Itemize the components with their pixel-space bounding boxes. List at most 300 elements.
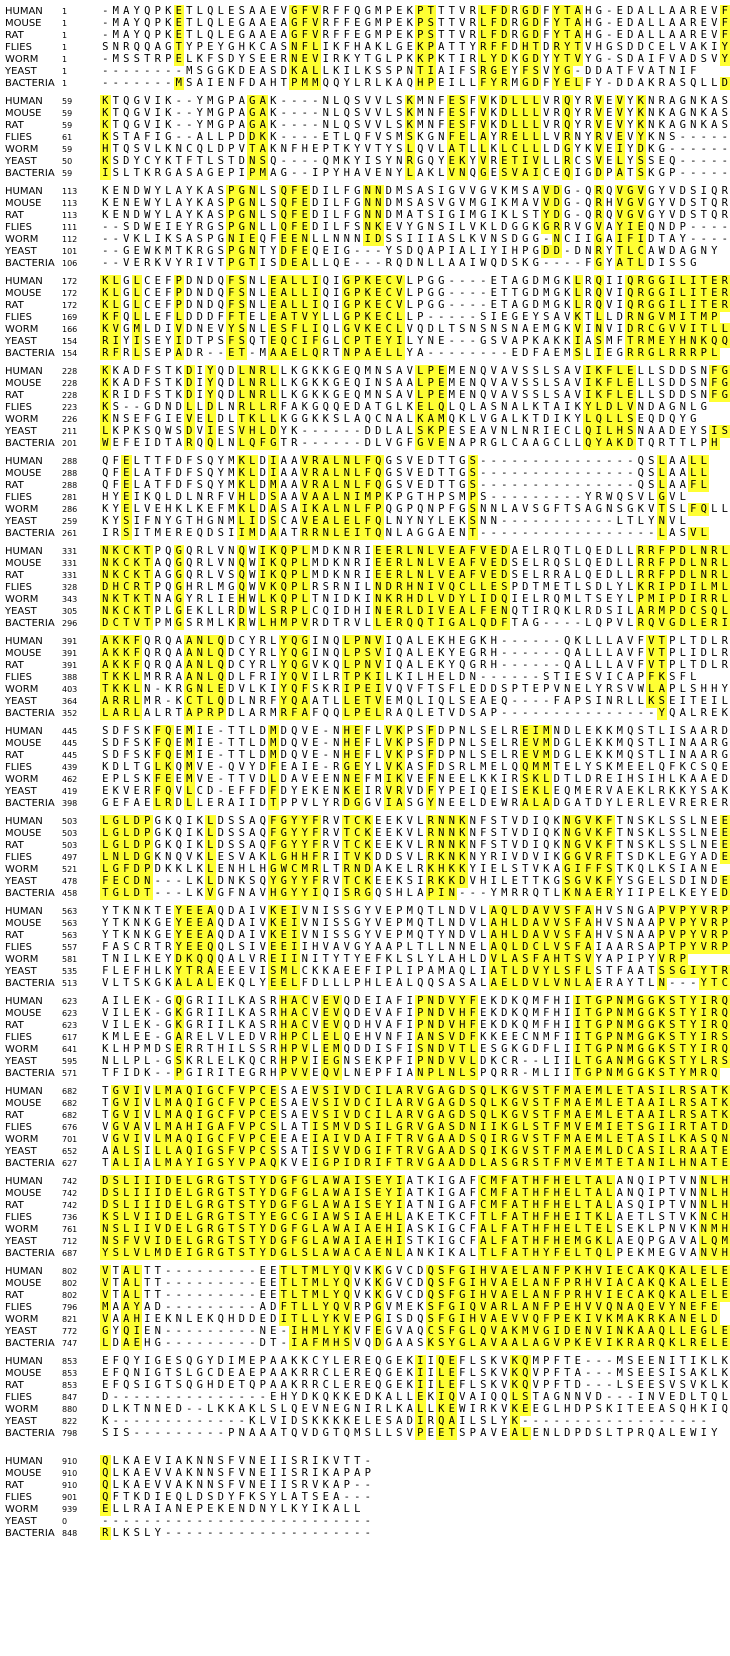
residue: T xyxy=(438,17,445,29)
residue: S xyxy=(237,287,248,300)
residue: Q xyxy=(417,503,424,515)
residue: D xyxy=(511,233,518,245)
residue: M xyxy=(417,107,424,119)
residue: Q xyxy=(165,635,172,647)
residue: S xyxy=(144,335,151,347)
residue: - xyxy=(543,695,550,707)
residue: N xyxy=(426,995,437,1008)
residue: F xyxy=(489,17,500,30)
residue: C xyxy=(543,167,550,179)
residue: V xyxy=(310,29,321,42)
residue: Y xyxy=(259,977,266,989)
residue: L xyxy=(406,863,413,875)
residue: V xyxy=(352,323,363,336)
residue: D xyxy=(259,467,266,479)
residue: - xyxy=(574,491,581,503)
residue: L xyxy=(679,659,686,671)
residue: Q xyxy=(564,785,571,797)
residue: L xyxy=(711,77,718,89)
residue: R xyxy=(709,617,720,630)
residue: G xyxy=(237,245,248,258)
start-position: 59 xyxy=(62,145,73,154)
residue: S xyxy=(396,107,403,119)
residue: R xyxy=(594,197,605,210)
residue: F xyxy=(468,545,479,558)
alignment-block xyxy=(0,815,730,901)
residue: P xyxy=(678,929,689,942)
residue: W xyxy=(249,617,256,629)
residue: R xyxy=(112,389,119,401)
residue: D xyxy=(312,197,319,209)
residue: L xyxy=(207,545,214,557)
start-position: 172 xyxy=(62,289,78,298)
residue: Q xyxy=(448,413,455,425)
residue: H xyxy=(354,41,361,53)
residue: T xyxy=(342,827,353,840)
residue: I xyxy=(583,365,594,378)
residue: K xyxy=(196,209,203,221)
residue: Q xyxy=(216,695,227,708)
residue: - xyxy=(532,647,539,659)
residue: P xyxy=(406,749,413,761)
residue: R xyxy=(184,437,195,450)
residue: E xyxy=(175,773,182,785)
residue: L xyxy=(132,275,143,288)
residue: - xyxy=(616,479,623,491)
residue: E xyxy=(270,5,277,17)
residue: G xyxy=(700,401,707,413)
alignment-block xyxy=(0,545,730,631)
residue: E xyxy=(312,749,319,761)
residue: L xyxy=(184,785,195,798)
residue: M xyxy=(228,479,235,491)
residue: S xyxy=(417,725,424,737)
residue: D xyxy=(720,77,730,90)
residue: S xyxy=(490,401,497,413)
residue: K xyxy=(289,65,300,78)
residue: F xyxy=(543,995,550,1007)
residue: L xyxy=(249,977,256,989)
residue: - xyxy=(501,659,508,671)
residue: L xyxy=(648,29,655,41)
residue: I xyxy=(531,167,542,180)
residue: E xyxy=(532,683,539,695)
residue: D xyxy=(238,155,245,167)
residue: A xyxy=(679,707,686,719)
start-position: 211 xyxy=(62,427,78,436)
residue: L xyxy=(480,941,487,953)
residue: T xyxy=(564,581,571,593)
residue: I xyxy=(564,671,571,683)
residue: N xyxy=(688,335,699,348)
residue: D xyxy=(132,839,143,852)
residue: T xyxy=(522,875,529,887)
residue: V xyxy=(238,851,245,863)
residue: N xyxy=(669,65,676,77)
residue: - xyxy=(175,887,182,899)
residue: N xyxy=(469,323,476,335)
residue: Q xyxy=(322,155,329,167)
residue: E xyxy=(427,647,434,659)
residue: - xyxy=(480,299,487,311)
residue: - xyxy=(532,455,539,467)
residue: G xyxy=(646,311,657,324)
residue: G xyxy=(385,401,392,413)
residue: K xyxy=(121,635,132,648)
residue: Q xyxy=(627,749,634,761)
residue: F xyxy=(364,725,371,737)
residue: N xyxy=(385,527,392,539)
residue: E xyxy=(709,275,720,288)
residue: L xyxy=(207,143,214,155)
residue: - xyxy=(543,527,550,539)
residue: G xyxy=(648,185,655,197)
residue: S xyxy=(342,887,353,900)
residue: S xyxy=(154,365,161,377)
residue: - xyxy=(154,77,161,89)
residue: I xyxy=(657,581,668,594)
residue: L xyxy=(574,557,581,569)
residue: F xyxy=(226,335,237,348)
residue: D xyxy=(415,605,426,618)
residue: V xyxy=(238,143,245,155)
residue: D xyxy=(228,695,235,707)
residue: K xyxy=(436,875,447,888)
residue: I xyxy=(165,221,172,233)
residue: W xyxy=(144,221,151,233)
residue: S xyxy=(511,569,518,581)
residue: K xyxy=(417,131,424,143)
residue: G xyxy=(469,659,476,671)
residue: T xyxy=(342,839,353,852)
residue: - xyxy=(301,155,308,167)
residue: L xyxy=(574,545,581,557)
residue: - xyxy=(154,1007,161,1019)
residue: D xyxy=(499,569,510,582)
residue: A xyxy=(648,929,655,941)
residue: I xyxy=(333,887,340,899)
residue: E xyxy=(447,155,458,168)
residue: S xyxy=(175,425,182,437)
residue: A xyxy=(648,905,655,917)
residue: E xyxy=(112,185,119,197)
residue: V xyxy=(375,107,382,119)
residue: Q xyxy=(522,995,529,1007)
residue: E xyxy=(165,917,172,929)
residue: S xyxy=(123,941,130,953)
residue: I xyxy=(448,221,455,233)
residue: Q xyxy=(216,671,227,684)
residue: L xyxy=(186,887,193,899)
residue: H xyxy=(238,863,245,875)
residue: V xyxy=(280,5,287,17)
residue: A xyxy=(438,41,445,53)
residue: N xyxy=(627,917,634,929)
residue: L xyxy=(469,413,476,425)
residue: A xyxy=(258,143,269,156)
residue: P xyxy=(195,707,206,720)
residue: L xyxy=(606,581,613,593)
residue: N xyxy=(636,311,647,324)
residue: - xyxy=(438,311,445,323)
residue: F xyxy=(132,659,143,672)
residue: A xyxy=(196,131,203,143)
residue: M xyxy=(501,887,508,899)
residue: Q xyxy=(417,977,424,989)
residue: F xyxy=(165,275,172,287)
residue: Q xyxy=(165,557,172,569)
residue: K xyxy=(553,335,560,347)
residue: E xyxy=(490,299,497,311)
residue: M xyxy=(606,335,613,347)
residue: E xyxy=(352,761,363,774)
residue: V xyxy=(259,887,266,899)
residue: G xyxy=(448,197,455,209)
residue: I xyxy=(573,335,584,348)
residue: N xyxy=(247,197,258,210)
residue: E xyxy=(312,725,319,737)
residue: N xyxy=(480,503,487,515)
residue: N xyxy=(606,503,613,515)
residue: E xyxy=(490,287,497,299)
residue: Q xyxy=(175,827,182,839)
residue: A xyxy=(457,605,468,618)
residue: E xyxy=(511,875,518,887)
residue: S xyxy=(375,155,382,167)
residue: A xyxy=(648,425,655,437)
residue: K xyxy=(627,863,634,875)
residue: V xyxy=(394,275,405,288)
residue: K xyxy=(270,95,277,107)
residue: S xyxy=(217,197,224,209)
residue: P xyxy=(720,941,730,954)
residue: L xyxy=(531,797,542,810)
residue: L xyxy=(205,683,216,696)
residue: A xyxy=(522,197,529,209)
residue: S xyxy=(217,53,224,65)
residue: - xyxy=(543,479,550,491)
residue: D xyxy=(322,545,329,557)
residue: F xyxy=(363,455,374,468)
residue: L xyxy=(721,503,728,515)
residue: - xyxy=(427,311,434,323)
residue: Q xyxy=(207,5,214,17)
residue: I xyxy=(616,773,623,785)
residue: A xyxy=(184,635,195,648)
residue: A xyxy=(406,761,413,773)
residue: Q xyxy=(249,335,256,347)
residue: E xyxy=(562,77,573,90)
residue: R xyxy=(478,41,489,54)
residue: K xyxy=(322,413,329,425)
residue: Q xyxy=(279,335,290,348)
residue: L xyxy=(132,347,143,360)
residue: L xyxy=(469,143,476,155)
residue: E xyxy=(279,941,290,954)
residue: I xyxy=(669,725,676,737)
residue: D xyxy=(480,797,487,809)
residue: D xyxy=(459,929,466,941)
residue: R xyxy=(678,347,689,360)
residue: A xyxy=(448,257,455,269)
residue: R xyxy=(144,785,151,797)
residue: I xyxy=(207,77,214,89)
residue: A xyxy=(123,17,130,29)
residue: A xyxy=(364,401,371,413)
residue: R xyxy=(511,5,518,17)
residue: - xyxy=(438,347,445,359)
residue: V xyxy=(300,311,311,324)
residue: V xyxy=(711,5,718,17)
residue: L xyxy=(469,737,476,749)
residue: S xyxy=(417,737,424,749)
residue: K xyxy=(228,617,235,629)
residue: - xyxy=(564,527,571,539)
residue: S xyxy=(121,527,132,540)
residue: Y xyxy=(406,515,413,527)
residue: A xyxy=(123,5,130,17)
residue: T xyxy=(501,815,508,827)
residue: L xyxy=(543,365,550,377)
residue: A xyxy=(291,515,298,527)
residue: S xyxy=(690,365,697,377)
residue: Q xyxy=(279,185,290,198)
residue: T xyxy=(175,155,182,167)
alignment-row xyxy=(0,77,730,90)
residue: Q xyxy=(216,659,227,672)
residue: I xyxy=(364,785,371,797)
start-position: 281 xyxy=(62,493,78,502)
residue: K xyxy=(564,335,571,347)
residue: V xyxy=(301,749,308,761)
residue: I xyxy=(679,695,686,707)
residue: T xyxy=(415,65,426,78)
residue: - xyxy=(564,515,571,527)
residue: G xyxy=(364,5,371,17)
residue: P xyxy=(669,659,676,671)
residue: C xyxy=(553,437,560,449)
residue: E xyxy=(228,965,235,977)
residue: G xyxy=(562,143,573,156)
residue: I xyxy=(564,401,571,413)
residue: I xyxy=(165,323,172,335)
residue: G xyxy=(679,851,686,863)
residue: C xyxy=(574,155,581,167)
residue: I xyxy=(511,593,518,605)
residue: Y xyxy=(186,197,193,209)
residue: S xyxy=(648,155,655,167)
start-position: 331 xyxy=(62,559,78,568)
residue: P xyxy=(417,275,424,287)
residue: E xyxy=(438,335,445,347)
residue: K xyxy=(249,41,256,53)
residue: S xyxy=(648,479,655,491)
residue: M xyxy=(436,413,447,426)
residue: Q xyxy=(123,119,130,131)
species-label: FLIES xyxy=(5,402,32,413)
residue: V xyxy=(385,683,392,695)
residue: R xyxy=(300,527,311,540)
residue: I xyxy=(648,53,655,65)
residue: L xyxy=(417,647,424,659)
residue: R xyxy=(426,815,437,828)
residue: L xyxy=(510,905,521,918)
residue: E xyxy=(711,839,718,851)
residue: D xyxy=(678,545,689,558)
residue: G xyxy=(522,299,529,311)
residue: T xyxy=(280,77,287,89)
residue: Y xyxy=(174,965,185,978)
residue: S xyxy=(270,185,277,197)
residue: D xyxy=(174,953,185,966)
residue: S xyxy=(354,119,361,131)
residue: R xyxy=(195,965,206,978)
residue: E xyxy=(228,785,235,797)
residue: A xyxy=(501,365,508,377)
residue: R xyxy=(709,557,720,570)
residue: R xyxy=(342,863,353,876)
residue: A xyxy=(249,29,256,41)
residue: M xyxy=(259,347,266,359)
residue: - xyxy=(574,257,581,269)
residue: A xyxy=(406,377,413,389)
residue: - xyxy=(490,347,497,359)
residue: F xyxy=(333,5,340,17)
residue: - xyxy=(375,257,382,269)
residue: - xyxy=(721,167,728,179)
sequence-residues xyxy=(100,77,730,90)
residue: V xyxy=(300,515,311,528)
residue: K xyxy=(268,929,279,942)
residue: K xyxy=(564,287,571,299)
residue: - xyxy=(186,119,193,131)
residue: D xyxy=(595,581,602,593)
residue: L xyxy=(552,965,563,978)
residue: L xyxy=(510,965,521,978)
start-position: 288 xyxy=(62,457,78,466)
residue: P xyxy=(228,167,235,179)
residue: T xyxy=(342,851,353,864)
species-label: HUMAN xyxy=(5,366,43,377)
residue: D xyxy=(238,65,245,77)
residue: K xyxy=(490,119,497,131)
residue: - xyxy=(585,467,592,479)
residue: N xyxy=(469,815,476,827)
residue: Q xyxy=(417,917,424,929)
residue: P xyxy=(637,953,644,965)
residue: K xyxy=(100,287,111,300)
residue: N xyxy=(154,593,161,605)
residue: T xyxy=(667,941,678,954)
residue: A xyxy=(174,977,185,990)
residue: E xyxy=(352,725,363,738)
residue: P xyxy=(112,773,119,785)
residue: S xyxy=(480,491,487,503)
residue: L xyxy=(237,437,248,450)
residue: I xyxy=(268,455,279,468)
residue: G xyxy=(480,209,487,221)
residue: G xyxy=(448,209,455,221)
residue: R xyxy=(333,761,340,773)
residue: E xyxy=(217,851,224,863)
residue: D xyxy=(132,827,143,840)
residue: E xyxy=(700,5,707,17)
species-label: MOUSE xyxy=(5,738,42,749)
residue: V xyxy=(646,647,657,660)
residue: A xyxy=(417,167,424,179)
residue: Y xyxy=(606,797,613,809)
residue: - xyxy=(606,479,613,491)
